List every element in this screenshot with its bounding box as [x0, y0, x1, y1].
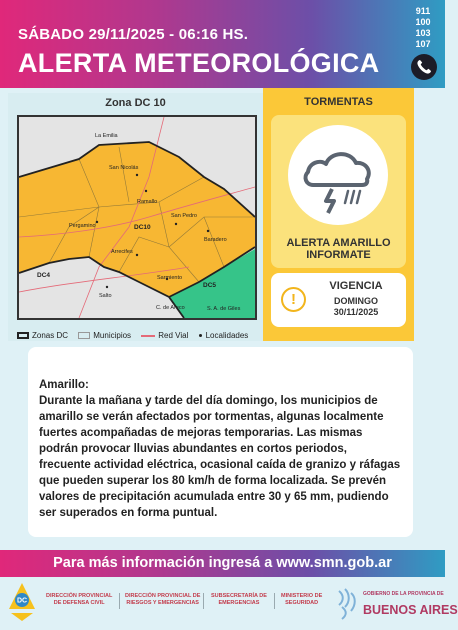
phone-number: 100	[415, 17, 431, 27]
org-defensa-civil: DIRECCIÓN PROVINCIAL DE DEFENSA CIVIL	[46, 593, 113, 606]
phenomenon-label: TORMENTAS	[304, 96, 373, 108]
buenos-aires-logo	[336, 585, 458, 625]
alert-advice: INFORMATE	[306, 249, 371, 261]
map-label: DC4	[37, 272, 51, 279]
map-label: C. de Areco	[156, 305, 185, 311]
gov-label-big: BUENOS AIRES	[363, 603, 458, 617]
footer-logos	[0, 577, 458, 630]
map-label: DC10	[134, 224, 151, 231]
alert-level-card	[271, 115, 406, 268]
map-label: Salto	[99, 293, 112, 299]
phone-number: 107	[415, 39, 431, 49]
map-label: San Pedro	[171, 213, 197, 219]
info-link-text[interactable]: Para más información ingresá a www.smn.gob.ar	[53, 555, 392, 571]
org-ministerio: MINISTERIO DE SEGURIDAD	[281, 593, 323, 606]
dc-logo-text: DC	[16, 597, 28, 605]
org-subsecretaria: SUBSECRETARÍA DE EMERGENCIAS	[211, 593, 267, 606]
description-text: Durante la mañana y tarde del día domingo, los municipios de amarillo se verán afectados por tormentas, algunas localmente fuertes acompañadas de mejoras temporarias. Las mismas podrán provocar lluvias abundantes en cortos periodos, frecuente actividad eléctrica, ocasional caída de granizo y ráfagas que pueden superar los 80 km/h de forma localizada. Se prevén valores de precipitación acumulada entre 30 y 65 mm, pudiendo ser superados en forma puntual.	[39, 395, 401, 519]
alert-level: ALERTA AMARILLO	[286, 237, 391, 249]
divider	[119, 593, 120, 609]
map-legend	[17, 331, 267, 340]
map-label: Arrecifes	[111, 249, 133, 255]
legend-zone-swatch	[17, 332, 29, 339]
legend-road-swatch	[141, 335, 155, 337]
alert-date-time: SÁBADO 29/11/2025 - 06:16 HS.	[18, 26, 249, 43]
legend-locality-swatch	[199, 334, 202, 337]
map-label: Sarmiento	[157, 275, 183, 281]
validity-day: DOMINGO	[334, 296, 378, 306]
validity-card	[271, 273, 406, 327]
zone-title: Zona DC 10	[105, 97, 166, 109]
map-drawing	[19, 117, 255, 318]
phone-icon	[411, 54, 437, 80]
validity-full-date: 30/11/2025	[333, 307, 379, 317]
legend-municipios: Municipios	[93, 331, 132, 341]
legend-municipio-swatch	[78, 332, 90, 339]
province-icon	[336, 587, 360, 621]
map-label: DC5	[203, 282, 217, 289]
map-label: La Emilia	[95, 133, 118, 139]
defensa-civil-logo	[7, 581, 37, 623]
alert-level-text	[271, 237, 406, 261]
validity-date	[311, 296, 401, 318]
validity-title: VIGENCIA	[329, 280, 383, 292]
header-banner	[0, 0, 445, 88]
legend-localities: Localidades	[205, 331, 249, 341]
org-riesgos-emergencias: DIRECCIÓN PROVINCIAL DE RIESGOS Y EMERGENCIAS	[125, 593, 201, 606]
map-label: San Nicolás	[109, 165, 139, 171]
exclamation-icon: !	[281, 287, 306, 312]
alert-zone-map	[17, 115, 257, 320]
phone-number: 911	[415, 6, 431, 16]
emergency-phone-list	[411, 6, 435, 50]
legend-road: Red Vial	[158, 331, 189, 341]
map-panel	[8, 93, 263, 341]
map-label: S. A. de Giles	[207, 306, 241, 312]
legend-zones: Zonas DC	[32, 331, 69, 341]
page-title: ALERTA METEOROLÓGICA	[18, 48, 380, 78]
gov-label-small: GOBIERNO DE LA PROVINCIA DE	[363, 591, 444, 597]
map-label: Pergamino	[69, 223, 96, 229]
divider	[274, 593, 275, 609]
phone-number: 103	[415, 28, 431, 38]
map-label: Baradero	[204, 237, 227, 243]
description-level: Amarillo:	[39, 379, 89, 391]
storm-cloud-icon	[288, 125, 388, 225]
info-banner	[0, 550, 445, 577]
divider	[203, 593, 204, 609]
map-label: Ramallo	[137, 199, 158, 205]
alert-description	[28, 347, 413, 537]
alert-panel	[263, 88, 414, 341]
